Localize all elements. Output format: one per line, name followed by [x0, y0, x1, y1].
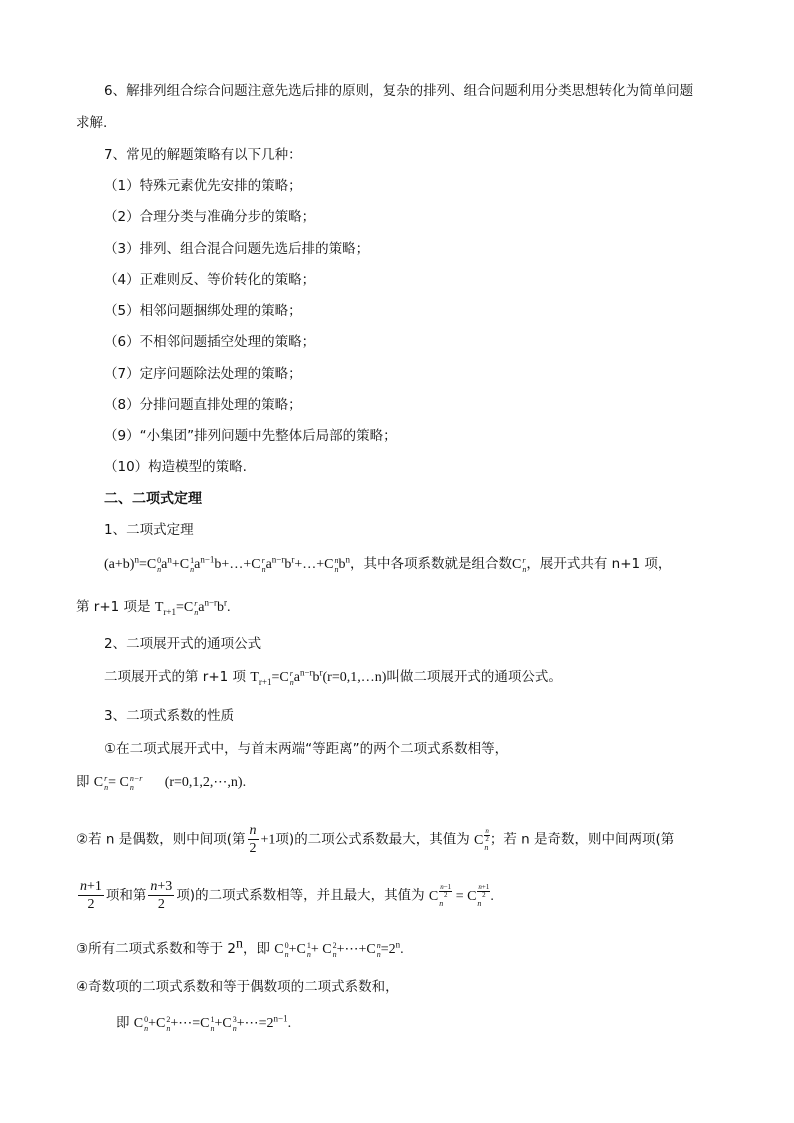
- fraction-n-over-2: $\frac{n}{2}$: [249, 823, 257, 856]
- middle-coefficient: C $\frac{n}{2}$ n: [474, 827, 489, 853]
- strategy-item: （8）分排问题直排处理的策略；: [104, 397, 302, 413]
- property-2-text-a: ②若 n 是偶数，则中间项(第: [76, 831, 246, 848]
- plus-one: +1: [260, 832, 276, 848]
- coefficient-sum-formula: C 0 n +C 1 n + C 2 n +⋯+C n n $=2^n$.: [274, 939, 404, 959]
- subsection-title: 3、二项式系数的性质: [104, 708, 235, 724]
- property-4-eq-prefix: 即: [116, 1015, 130, 1031]
- combination-symbol: C r n: [512, 555, 527, 574]
- fraction-n-plus-1-over-2: $\frac{n+1}{2}$: [80, 879, 102, 912]
- property-2-text-c: ；若 n 是奇数，则中间两项(第: [489, 831, 675, 848]
- property-2-text-d: 项和第: [105, 887, 147, 904]
- strategy-item: （9）“小集团”排列问题中先整体后局部的策略；: [104, 428, 397, 444]
- strategy-item: （2）合理分类与准确分步的策略；: [104, 209, 316, 225]
- subsection-title: 1、二项式定理: [104, 522, 194, 538]
- general-term-formula: $T_{r+1}=C$ r n $a^{n-r}b^r$.: [154, 597, 231, 617]
- general-term-def-suffix: 叫做二项展开式的通项公式。: [386, 669, 562, 685]
- symmetry-formula: C r n = C n−r n: [93, 773, 143, 792]
- strategy-item: （1）特殊元素优先安排的策略；: [104, 178, 302, 194]
- general-term-definition: [104, 668, 562, 687]
- para-7-intro: 7、常见的解题策略有以下几种：: [104, 147, 302, 163]
- general-term-def-prefix: 二项展开式的第 r+1 项: [104, 669, 247, 685]
- property-3-text-a: ③所有二项式系数和等于 2: [76, 941, 236, 957]
- property-2-line2: [76, 878, 494, 913]
- strategy-item: （4）正难则反、等价转化的策略；: [104, 272, 316, 288]
- binomial-expansion: $(a+b)^n=C$ 0 n $a^n+C$ 1 n $a^{n-1}b+\dots+C$ r n $a^{n-r}b^r+\dots+C$ n n $b^n$: [104, 554, 350, 574]
- subsection-title: 2、二项展开式的通项公式: [104, 636, 262, 652]
- property-3: ③所有二项式系数和等于 2$^n$，即 C 0 n +C 1 n + C 2 n +⋯+C n n $=2^n$.: [76, 936, 404, 959]
- formula-explanation: ，其中各项系数就是组合数: [350, 556, 512, 572]
- property-2-line1: [76, 822, 674, 857]
- section-heading: 二、二项式定理: [104, 491, 202, 507]
- property-4: ④奇数项的二项式系数和等于偶数项的二项式系数和，: [76, 979, 399, 995]
- strategy-item: （7）定序问题除法处理的策略；: [104, 366, 302, 382]
- odd-even-sum-formula: C 0 n +C 2 n +⋯=C 1 n +C 3 n $+\cdots=2^{n-1}$.: [133, 1013, 292, 1033]
- property-2-text-b: 项)的二项公式系数最大，其值为: [275, 831, 470, 848]
- binomial-theorem-formula: [104, 555, 671, 574]
- para-6-line1: 6、解排列组合综合问题注意先选后排的原则，复杂的排列、组合问题利用分类思想转化为简单问题: [104, 83, 694, 99]
- strategy-item: （6）不相邻问题插空处理的策略；: [104, 334, 316, 350]
- symmetry-range: (r=0,1,2,⋯,n).: [164, 775, 247, 790]
- general-term-label: 第 r+1 项是: [76, 599, 151, 615]
- two-middle-coefficients: C $\frac{n-1}{2}$ n = C $\frac{n+1}{2}$ n .: [428, 883, 494, 909]
- fraction-n-plus-3-over-2: $\frac{n+3}{2}$: [150, 879, 173, 912]
- property-1: ①在二项式展开式中，与首末两端“等距离”的两个二项式系数相等，: [104, 741, 509, 757]
- strategy-item: （3）排列、组合混合问题先选后排的策略；: [104, 241, 370, 257]
- property-2-text-e: 项)的二项式系数相等，并且最大，其值为: [176, 887, 425, 904]
- property-3-text-b: ，即: [242, 941, 270, 957]
- property-1-eq-prefix: 即: [76, 774, 90, 790]
- property-1-equation: [76, 773, 246, 792]
- para-6-line2: 求解.: [76, 115, 108, 131]
- general-term-def-formula: $T_{r+1}=C$ r n $a^{n-r}b^r(r=0,1,\dots n)$: [250, 667, 387, 687]
- formula-explanation-tail: ，展开式共有 n+1 项，: [526, 556, 672, 572]
- strategy-item: （10）构造模型的策略.: [104, 459, 247, 475]
- strategy-item: （5）相邻问题捆绑处理的策略；: [104, 303, 302, 319]
- general-term-line: [76, 598, 231, 617]
- property-4-equation: [116, 1014, 291, 1033]
